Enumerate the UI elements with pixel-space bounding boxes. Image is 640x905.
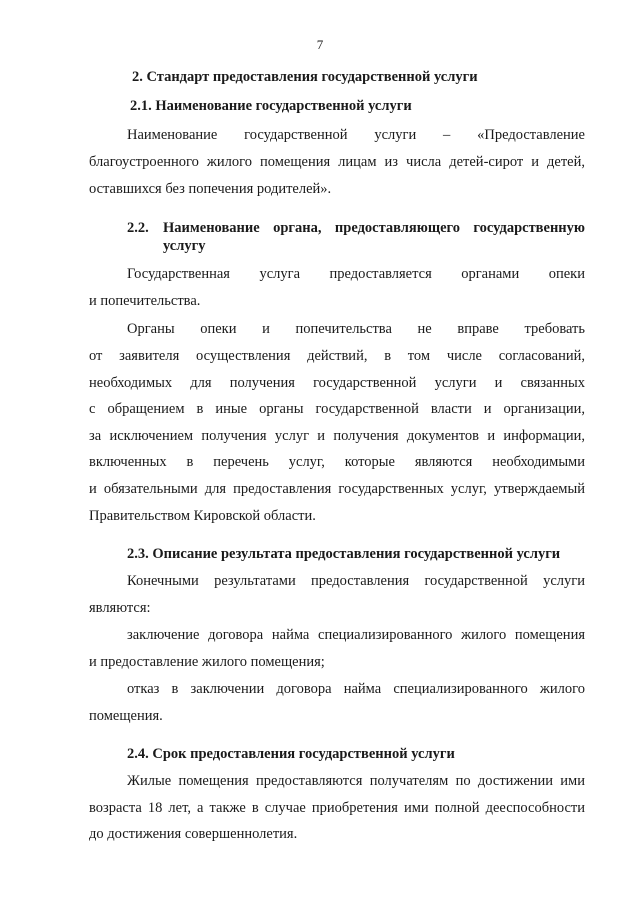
section-heading: 2.3. Описание результата предоставления государственной услуги <box>127 546 561 562</box>
paragraph-line: и предоставление жилого помещения; <box>89 654 325 670</box>
section-title-line: Наименование органа, предоставляющего государственную <box>163 220 585 236</box>
paragraph-line: оставшихся без попечения родителей». <box>89 181 332 197</box>
paragraph-line: необходимых для получения государственной услуги и связанных <box>89 375 585 391</box>
paragraph-line: до достижения совершеннолетия. <box>89 826 298 842</box>
section-heading: 2.1. Наименование государственной услуги <box>130 98 412 114</box>
paragraph-line: благоустроенного жилого помещения лицам из числа детей-сирот и детей, <box>89 154 585 170</box>
section-title-line: услугу <box>163 238 206 254</box>
paragraph-line: Правительством Кировской области. <box>89 508 316 524</box>
paragraph-line: Государственная услуга предоставляется органами опеки <box>127 266 585 282</box>
paragraph-line: отказ в заключении договора найма специализированного жилого <box>127 681 585 697</box>
section-number: 2.2. <box>127 220 149 236</box>
paragraph-line: являются: <box>89 600 151 616</box>
paragraph-line: Жилые помещения предоставляются получателям по достижении ими <box>127 773 585 789</box>
page-number: 7 <box>316 37 324 52</box>
section-heading <box>127 219 585 259</box>
paragraph-line: и обязательными для предоставления государственных услуг, утверждаемый <box>89 481 585 497</box>
paragraph-line: включенных в перечень услуг, которые являются необходимыми <box>89 454 585 470</box>
section-heading: 2. Стандарт предоставления государственной услуги <box>132 69 478 85</box>
paragraph-line: Органы опеки и попечительства не вправе требовать <box>127 321 585 337</box>
paragraph-line: помещения. <box>89 708 163 724</box>
paragraph-line: за исключением получения услуг и получения документов и информации, <box>89 428 585 444</box>
section-heading: 2.4. Срок предоставления государственной услуги <box>127 746 455 762</box>
paragraph-line: от заявителя осуществления действий, в том числе согласований, <box>89 348 585 364</box>
paragraph-line: заключение договора найма специализированного жилого помещения <box>127 627 585 643</box>
paragraph-line: Наименование государственной услуги – «Предоставление <box>127 127 585 143</box>
paragraph-line: с обращением в иные органы государственной власти и организации, <box>89 401 585 417</box>
paragraph-line: Конечными результатами предоставления государственной услуги <box>127 573 585 589</box>
paragraph-line: и попечительства. <box>89 293 201 309</box>
paragraph-line: возраста 18 лет, а также в случае приобретения ими полной дееспособности <box>89 800 585 816</box>
